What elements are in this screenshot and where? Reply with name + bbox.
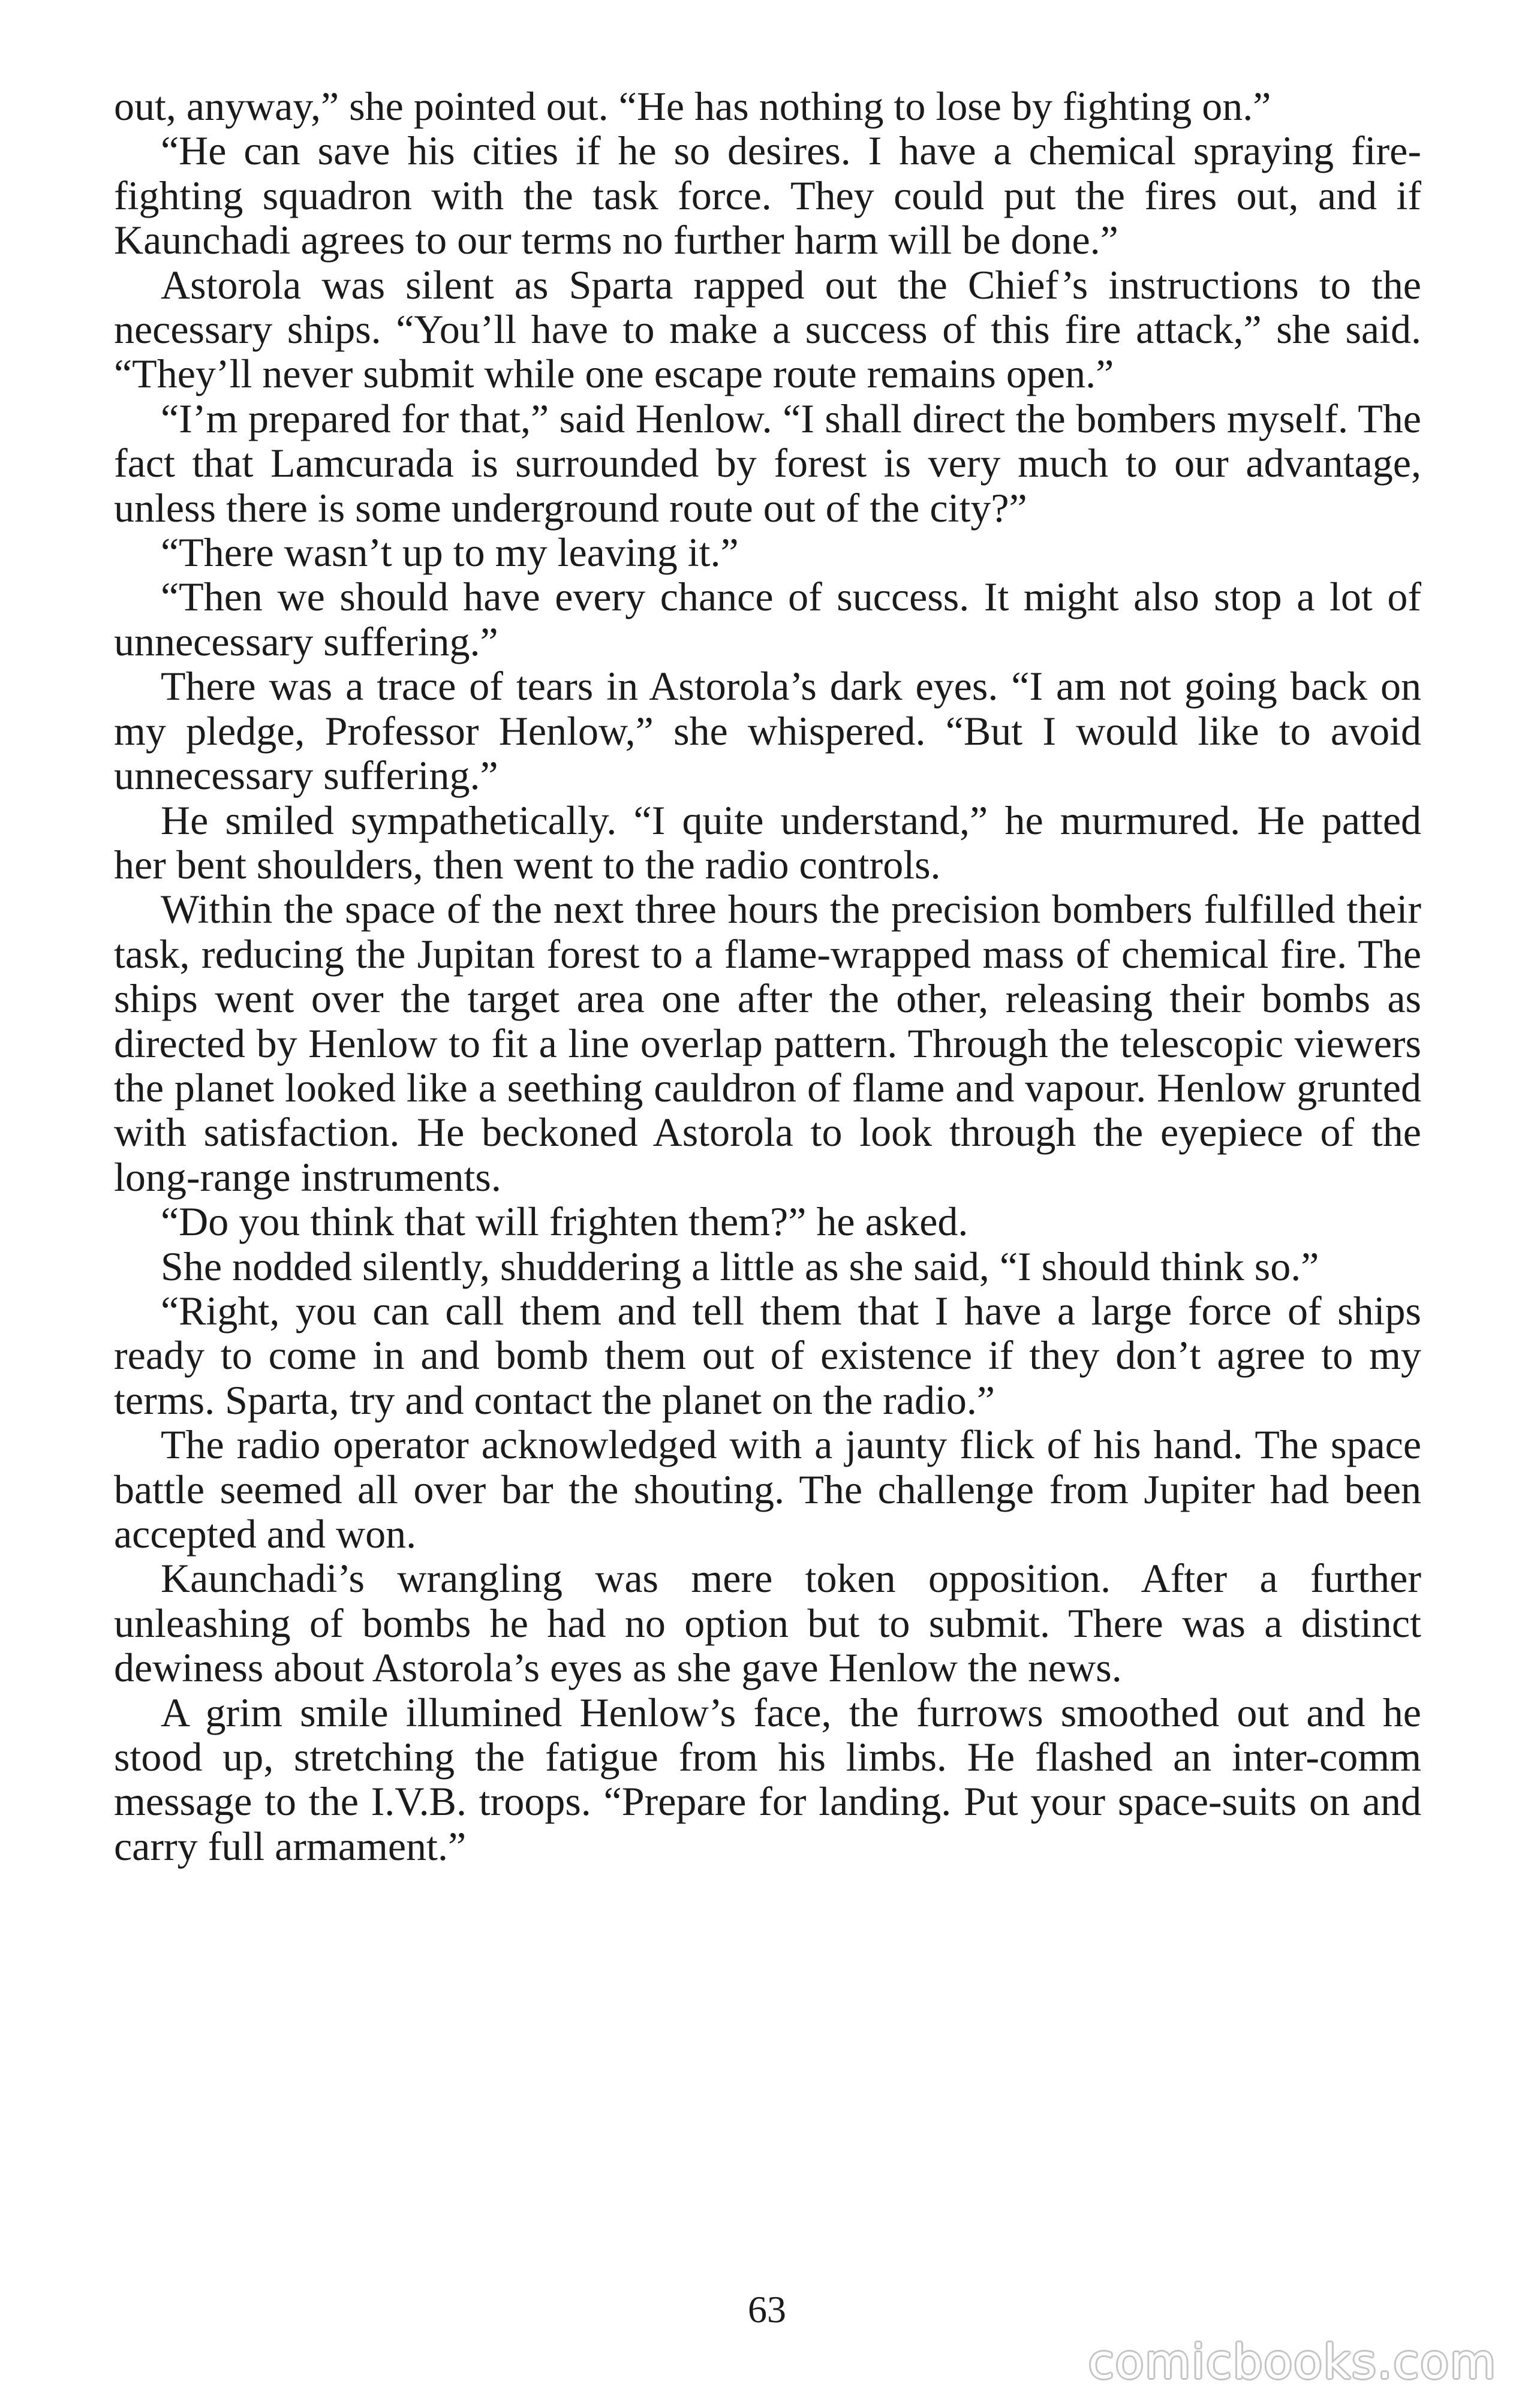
body-text <box>114 84 1421 1868</box>
paragraph: There was a trace of tears in Astorola’s dark eyes. “I am not going back on my pledge, Professor Henlow,” she whispered. “But I would like to avoid unnecessary suffering.” <box>114 663 1421 799</box>
paragraph: “Then we should have every chance of success. It might also stop a lot of unnecessary suffering.” <box>114 574 1421 664</box>
watermark: comicbooks.com <box>1088 2335 1497 2389</box>
paragraph: “He can save his cities if he so desires. I have a chemical spraying fire-fighting squadron with the task force. They could put the fires out, and if Kaunchadi agrees to our terms no further harm will be done.” <box>114 128 1421 263</box>
paragraph: A grim smile illumined Henlow’s face, the furrows smoothed out and he stood up, stretching the fatigue from his limbs. He flashed an inter-comm message to the I.V.B. troops. “Prepare for landing. Put your space-suits on and carry full armament.” <box>114 1689 1421 1869</box>
paragraph: “There wasn’t up to my leaving it.” <box>161 529 739 576</box>
paragraph: Astorola was silent as Sparta rapped out the Chief’s instructions to the necessary ships. “You’ll have to make a success of this fire attack,” she said. “They’ll never submit while one escape route remains open.” <box>114 261 1421 397</box>
paragraph: She nodded silently, shuddering a little as she said, “I should think so.” <box>161 1243 1319 1289</box>
paragraph: He smiled sympathetically. “I quite understand,” he murmured. He patted her bent shoulders, then went to the radio controls. <box>114 797 1421 887</box>
paragraph: Kaunchadi’s wrangling was mere token opposition. After a further unleashing of bombs he had no option but to submit. There was a distinct dewiness about Astorola’s eyes as she gave Henlow the news. <box>114 1555 1421 1691</box>
paragraph: Within the space of the next three hours the precision bombers fulfilled their task, reducing the Jupitan forest to a flame-wrapped mass of chemical fire. The ships went over the target area one after the other, releasing their bombs as directed by Henlow to fit a line overlap pattern. Through the telescopic viewers the planet looked like a seething cauldron of flame and vapour. Henlow grunted with satisfaction. He beckoned Astorola to look through the eyepiece of the long-range instruments. <box>114 886 1421 1200</box>
paragraph: out, anyway,” she pointed out. “He has nothing to lose by fighting on.” <box>114 83 1271 129</box>
paragraph: “Right, you can call them and tell them that I have a large force of ships ready to come in and bomb them out of existence if they don’t agree to my terms. Sparta, try and contact the planet on the radio.” <box>114 1287 1421 1423</box>
paragraph: The radio operator acknowledged with a jaunty flick of his hand. The space battle seemed all over bar the shouting. The challenge from Jupiter had been accepted and won. <box>114 1422 1421 1557</box>
page-number: 63 <box>748 2288 786 2331</box>
paragraph: “I’m prepared for that,” said Henlow. “I shall direct the bombers myself. The fact that Lamcurada is surrounded by forest is very much to our advantage, unless there is some underground route out of the city?” <box>114 395 1421 531</box>
paragraph: “Do you think that will frighten them?” he asked. <box>161 1199 968 1245</box>
